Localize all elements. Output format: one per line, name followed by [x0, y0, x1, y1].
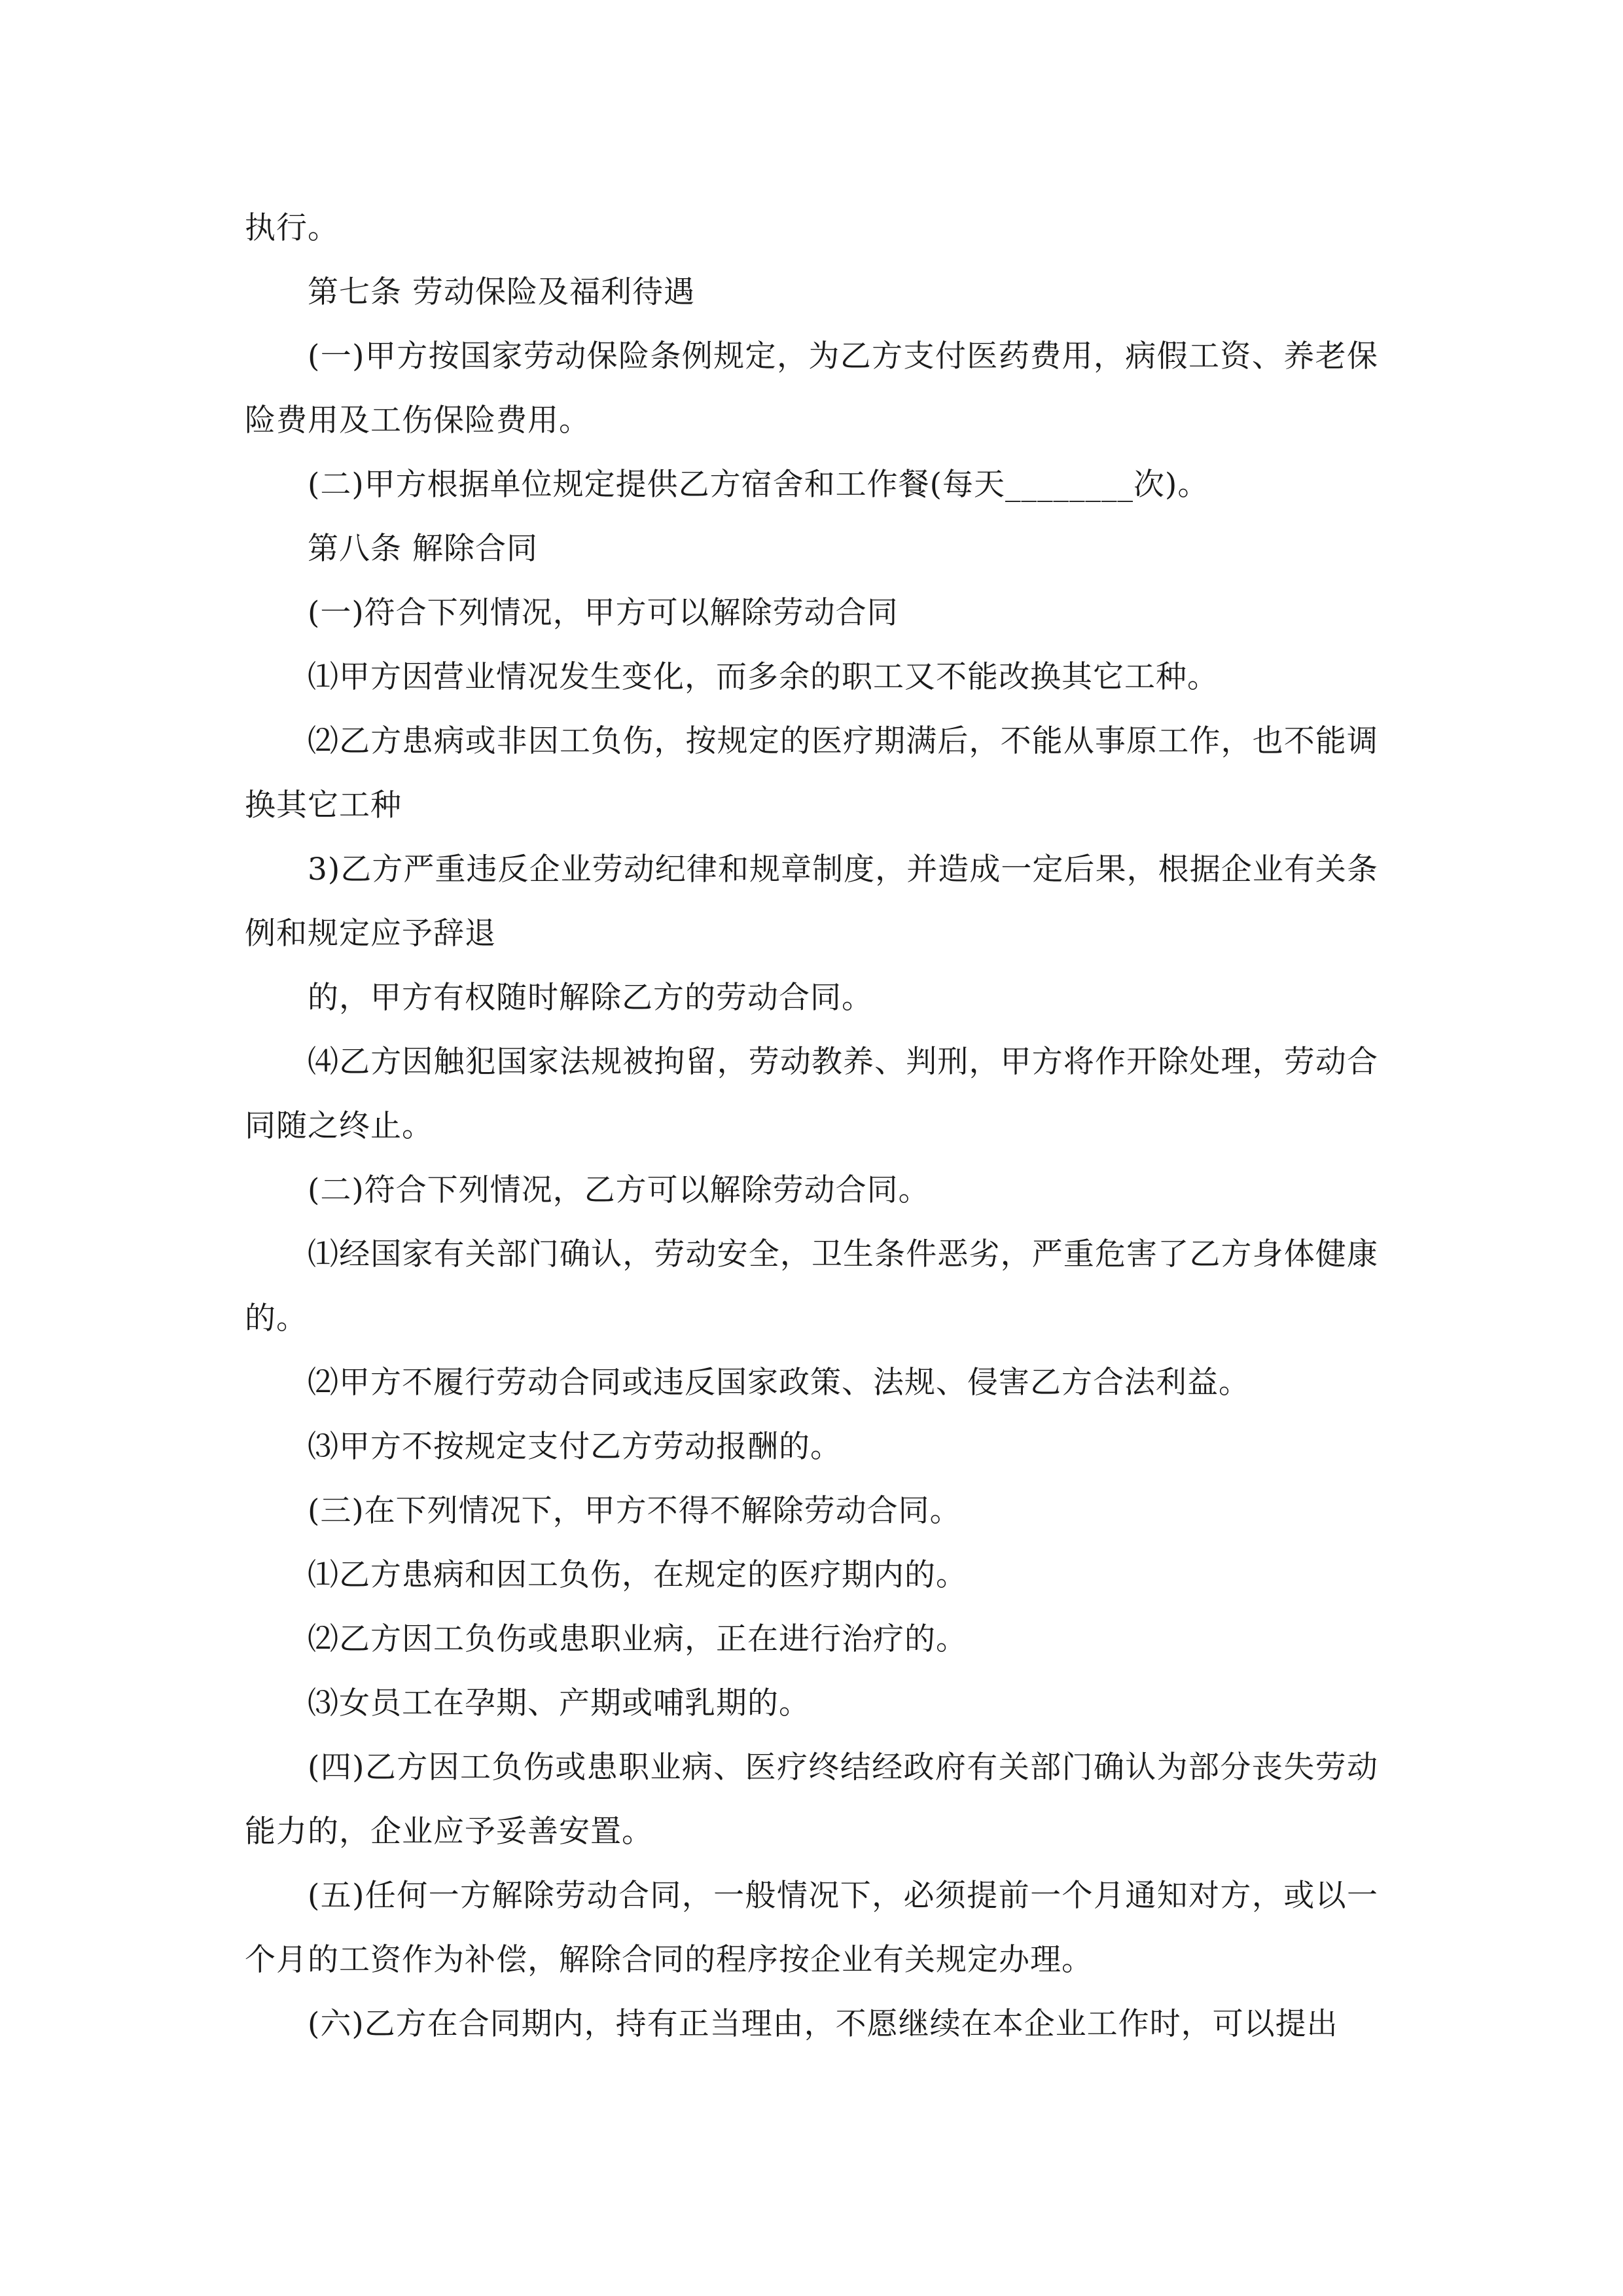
document-body: [245, 196, 1378, 2056]
article-8-section-1-item-2: ⑵乙方患病或非因工负伤，按规定的医疗期满后，不能从事原工作，也不能调换其它工种: [245, 723, 1378, 823]
article-8-heading: 第八条 解除合同: [308, 531, 538, 567]
article-8-section-5: (五)任何一方解除劳动合同，一般情况下，必须提前一个月通知对方，或以一个月的工资作为补偿，解除合同的程序按企业有关规定办理。: [245, 1878, 1378, 1978]
article-8-section-4: (四)乙方因工负伤或患职业病、医疗终结经政府有关部门确认为部分丧失劳动能力的，企业应予妥善安置。: [245, 1749, 1378, 1850]
article-8-section-6: (六)乙方在合同期内，持有正当理由，不愿继续在本企业工作时，可以提出: [308, 2006, 1338, 2042]
article-7-clause-2: (二)甲方根据单位规定提供乙方宿舍和工作餐(每天________次)。: [308, 467, 1209, 503]
article-8-section-3-item-1: ⑴乙方患病和因工负伤，在规定的医疗期内的。: [308, 1557, 967, 1593]
article-8-section-2-item-1: ⑴经国家有关部门确认，劳动安全，卫生条件恶劣，严重危害了乙方身体健康的。: [245, 1236, 1378, 1336]
article-8-section-2-item-3: ⑶甲方不按规定支付乙方劳动报酬的。: [308, 1429, 842, 1465]
article-8-section-2: (二)符合下列情况，乙方可以解除劳动合同。: [308, 1172, 930, 1208]
article-7-clause-1: (一)甲方按国家劳动保险条例规定，为乙方支付医药费用，病假工资、养老保险费用及工伤保险费用。: [245, 338, 1378, 439]
article-8-section-1-item-1: ⑴甲方因营业情况发生变化，而多余的职工又不能改换其它工种。: [308, 659, 1219, 695]
article-8-section-1-item-3: 3)乙方严重违反企业劳动纪律和规章制度，并造成一定后果，根据企业有关条例和规定应予辞退: [245, 852, 1378, 952]
article-8-section-3: (三)在下列情况下，甲方不得不解除劳动合同。: [308, 1493, 961, 1529]
article-8-section-1-item-4: ⑷乙方因触犯国家法规被拘留，劳动教养、判刑，甲方将作开除处理，劳动合同随之终止。: [245, 1044, 1378, 1144]
article-8-section-3-item-2: ⑵乙方因工负伤或患职业病，正在进行治疗的。: [308, 1621, 967, 1657]
article-7-heading: 第七条 劳动保险及福利待遇: [308, 274, 695, 310]
article-8-section-1-item-3-cont: 的，甲方有权随时解除乙方的劳动合同。: [308, 980, 873, 1016]
article-8-section-1: (一)符合下列情况，甲方可以解除劳动合同: [308, 595, 899, 631]
article-8-section-3-item-3: ⑶女员工在孕期、产期或哺乳期的。: [308, 1685, 810, 1721]
paragraph-continuation: 执行。: [245, 210, 339, 246]
article-8-section-2-item-2: ⑵甲方不履行劳动合同或违反国家政策、法规、侵害乙方合法利益。: [308, 1365, 1250, 1401]
